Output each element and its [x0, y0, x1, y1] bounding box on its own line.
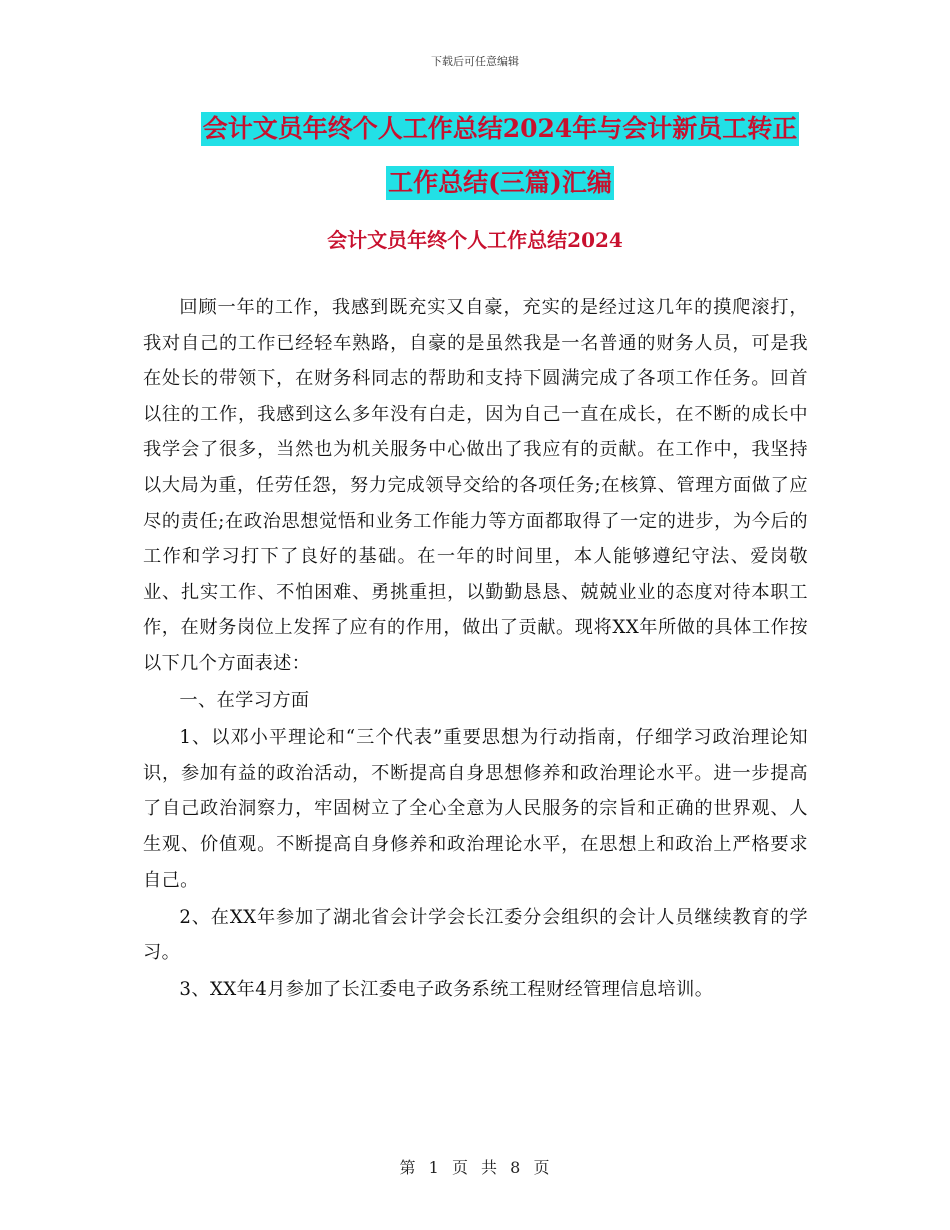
title-line-2: 工作总结(三篇)汇编 [386, 166, 614, 200]
section-subtitle: 会计文员年终个人工作总结2024 [327, 228, 623, 252]
page-header: 下载后可任意编辑 [431, 55, 519, 68]
footer-suffix: 页 [533, 1158, 551, 1177]
paragraph-heading-study: 一、在学习方面 [179, 690, 310, 712]
document-title [100, 112, 900, 220]
paragraph-item-2: 2、在XX年参加了湖北省会计学会长江委分会组织的会计人员继续教育的学习。 [143, 906, 808, 964]
document-body [143, 290, 808, 1009]
paragraph-intro: 回顾一年的工作，我感到既充实又自豪，充实的是经过这几年的摸爬滚打，我对自己的工作已经轻车熟路，自豪的是虽然我是一名普通的财务人员，可是我在处长的带领下，在财务科同志的帮助和支持下圆满完成了各项工作任务。回首以往的工作，我感到这么多年没有白走，因为自己一直在成长，在不断的成长中我学会了很多，当然也为机关服务中心做出了我应有的贡献。在工作中，我坚持以大局为重，任劳任怨，努力完成领导交给的各项任务;在核算、管理方面做了应尽的责任;在政治思想觉悟和业务工作能力等方面都取得了一定的进步，为今后的工作和学习打下了良好的基础。在一年的时间里，本人能够遵纪守法、爱岗敬业、扎实工作、不怕困难、勇挑重担，以勤勤恳恳、兢兢业业的态度对待本职工作，在财务岗位上发挥了应有的作用，做出了贡献。现将XX年所做的具体工作按以下几个方面表述： [143, 297, 808, 674]
paragraph-item-3: 3、XX年4月参加了长江委电子政务系统工程财经管理信息培训。 [179, 979, 714, 1001]
footer-page-number: 1 [428, 1158, 440, 1177]
title-line-1: 会计文员年终个人工作总结2024年与会计新员工转正 [201, 112, 800, 146]
footer-mid1: 页 [451, 1158, 469, 1177]
paragraph-item-1: 1、以邓小平理论和“三个代表”重要思想为行动指南，仔细学习政治理论知识，参加有益的政治活动，不断提高自身思想修养和政治理论水平。进一步提高了自己政治洞察力，牢固树立了全心全意为人民服务的宗旨和正确的世界观、人生观、价值观。不断提高自身修养和政治理论水平，在思想上和政治上严格要求自己。 [143, 727, 808, 891]
footer-total-pages: 8 [510, 1158, 522, 1177]
page-footer [0, 1155, 950, 1178]
footer-mid2: 共 [481, 1158, 499, 1177]
footer-prefix: 第 [399, 1158, 417, 1177]
